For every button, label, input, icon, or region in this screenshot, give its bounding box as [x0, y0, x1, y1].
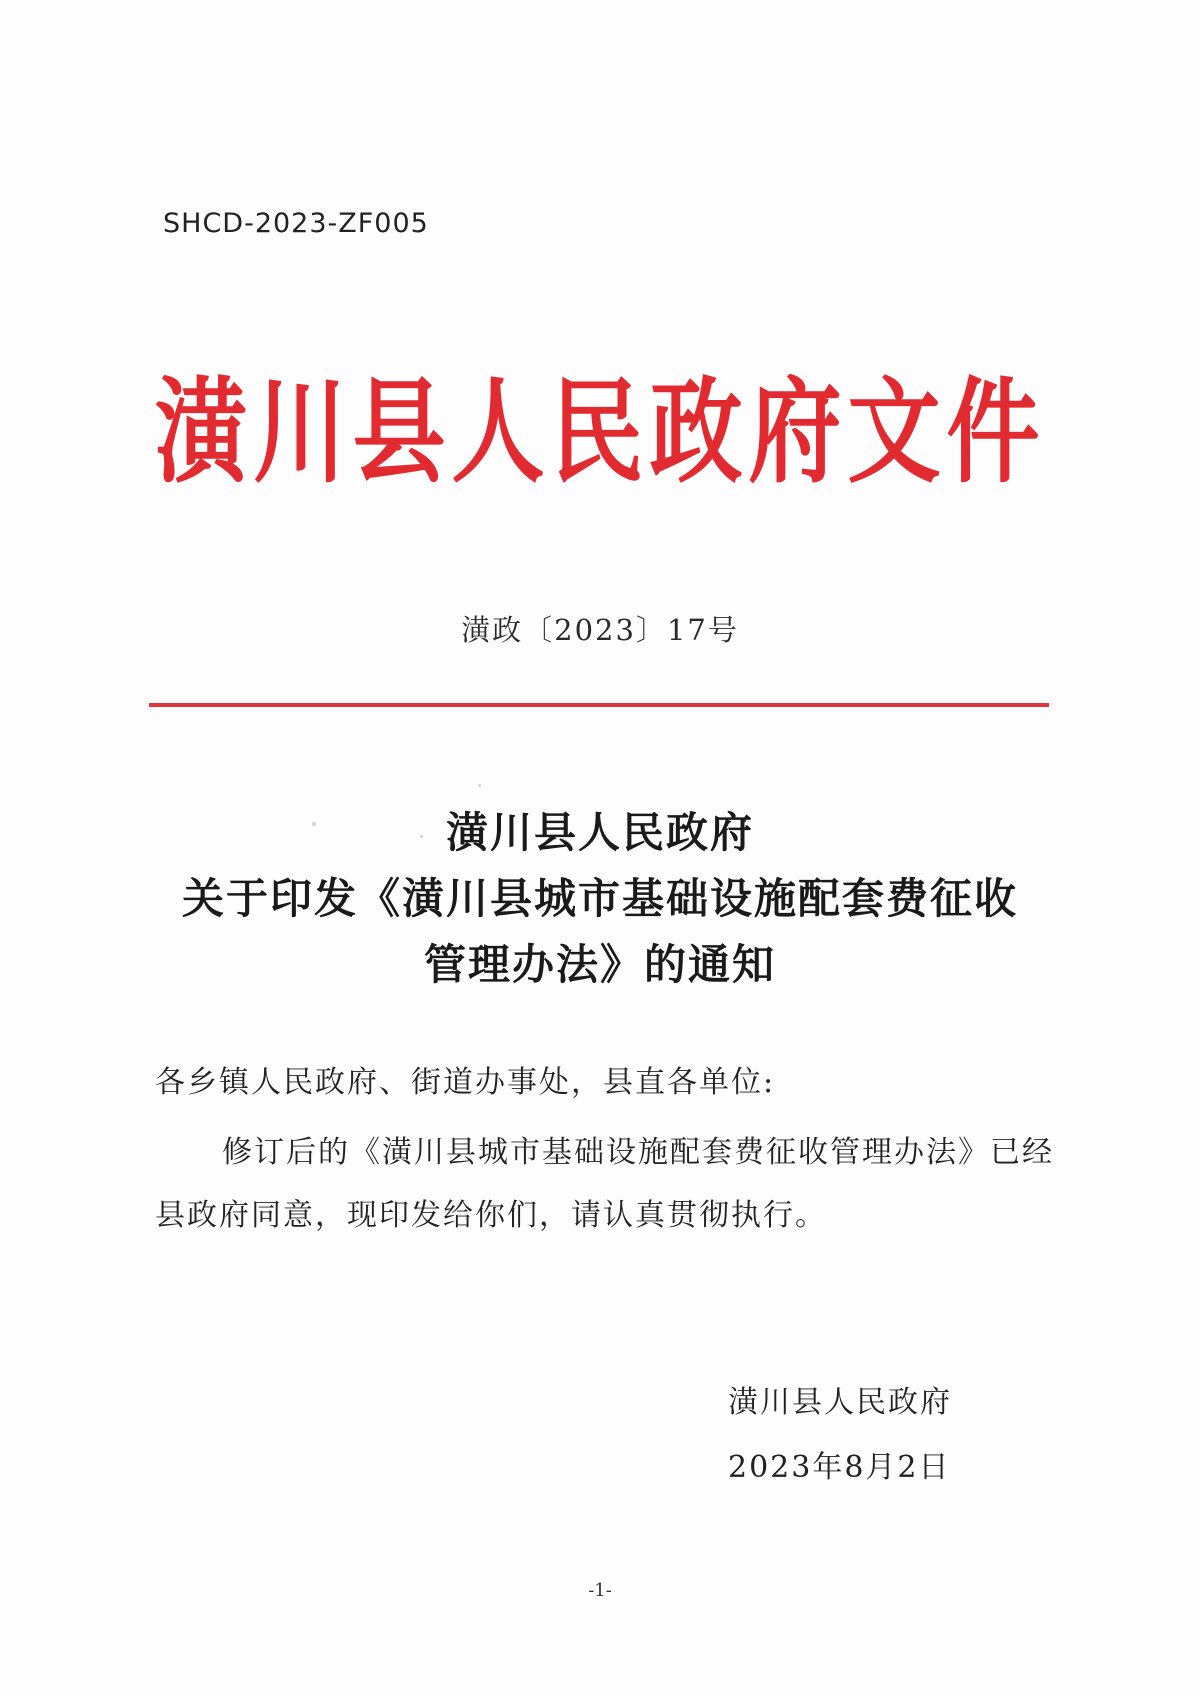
body-paragraph-line-2: 县政府同意，现印发给你们，请认真贯彻执行。	[155, 1198, 827, 1233]
issue-date: 2023年8月2日	[728, 1450, 951, 1485]
document-code: SHCD-2023-ZF005	[163, 208, 429, 239]
scan-speck	[312, 822, 316, 826]
body-paragraph-line-1: 修订后的《潢川县城市基础设施配套费征收管理办法》已经	[222, 1135, 1054, 1170]
masthead-title: 潢川县人民政府文件	[154, 365, 1046, 499]
document-number: 潢政〔2023〕17号	[461, 613, 739, 647]
red-divider-line	[149, 703, 1049, 707]
scan-speck	[420, 835, 423, 838]
scan-speck	[478, 784, 481, 787]
notice-title-line-1: 潢川县人民政府	[445, 808, 754, 857]
salutation: 各乡镇人民政府、街道办事处，县直各单位:	[155, 1065, 776, 1100]
page-number: -1-	[588, 1580, 612, 1601]
notice-title-line-3: 管理办法》的通知	[423, 940, 776, 989]
issuer-signature: 潢川县人民政府	[728, 1385, 952, 1420]
notice-title-line-2: 关于印发《潢川县城市基础设施配套费征收	[181, 874, 1018, 923]
